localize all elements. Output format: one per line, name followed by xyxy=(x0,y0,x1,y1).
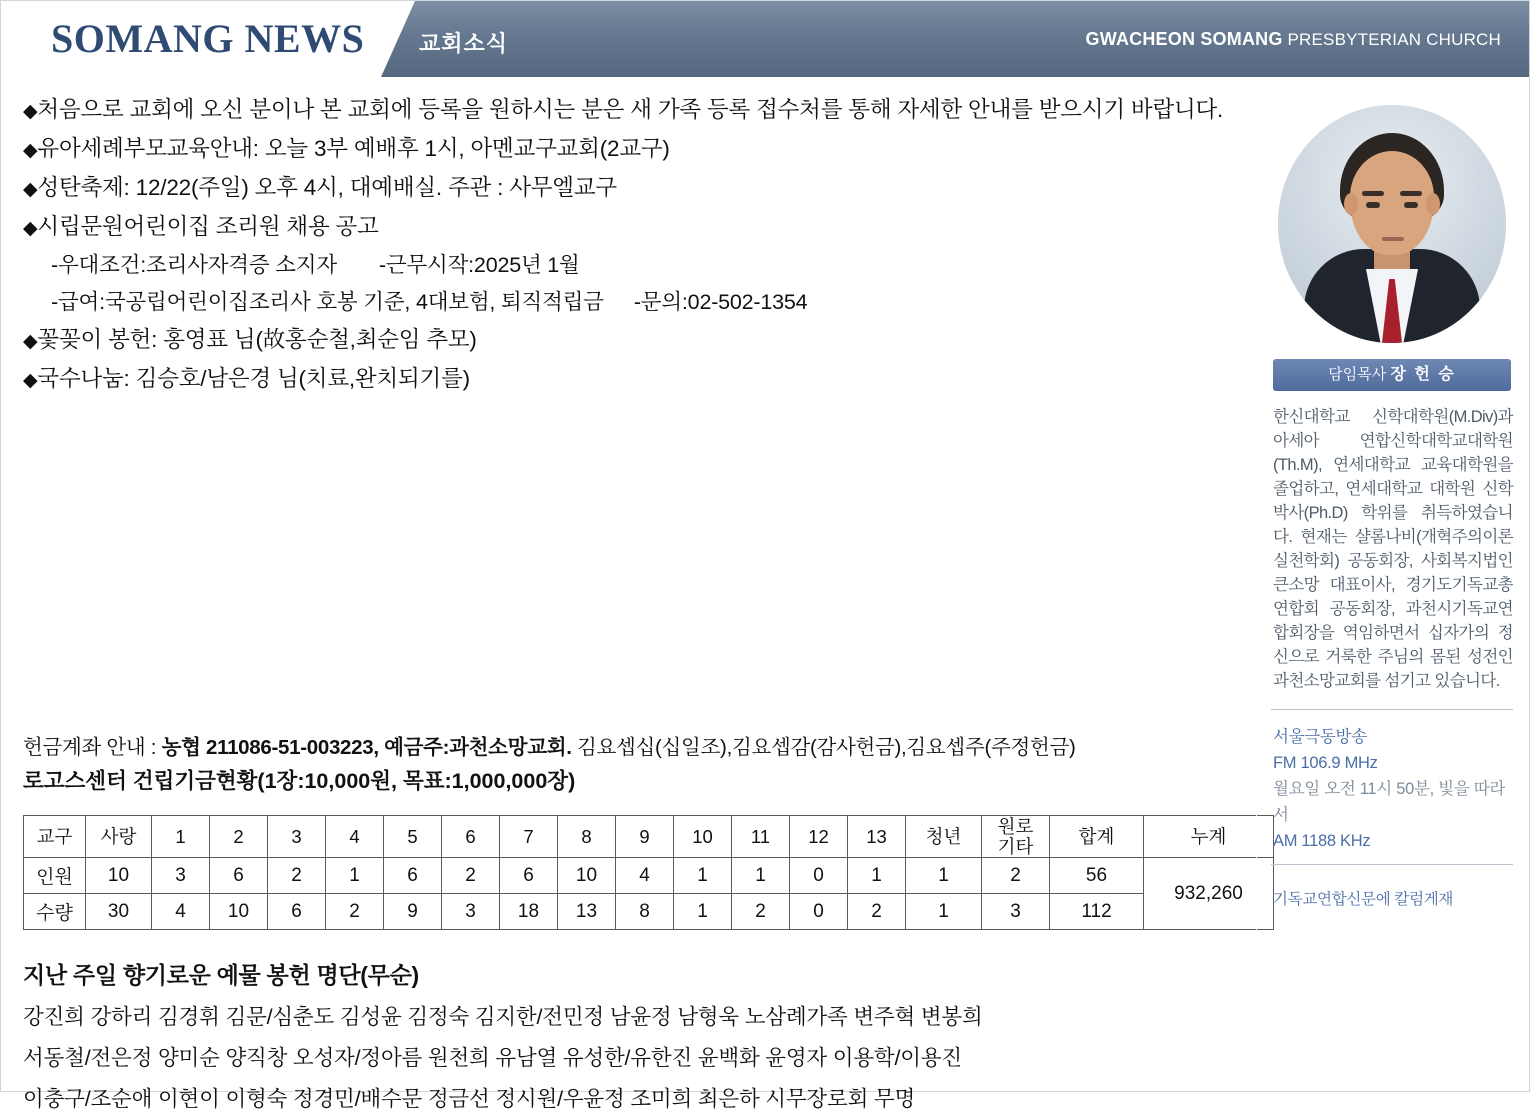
account-info-block xyxy=(23,731,1243,798)
diamond-bullet-icon: ◆ xyxy=(23,179,38,200)
table-cell: 6 xyxy=(268,894,326,930)
portrait-ear-left xyxy=(1344,193,1358,215)
donor-list-line: 강진희 강하리 김경휘 김문/심춘도 김성윤 김정숙 김지한/전민정 남윤정 남형욱 노삼례가족 변주혁 변봉희 xyxy=(23,1005,983,1029)
radio-station-name: 서울극동방송 xyxy=(1273,728,1367,746)
main-column xyxy=(1,77,1256,1111)
table-cell: 3 xyxy=(152,858,210,894)
table-cell: 1 xyxy=(732,858,790,894)
table-header-cell: 교구 xyxy=(24,816,86,858)
radio-broadcast-info xyxy=(1273,724,1513,854)
portrait-eyebrow-right xyxy=(1400,191,1422,196)
radio-am-frequency: AM 1188 KHz xyxy=(1273,832,1371,850)
table-header-cell: 누계 xyxy=(1144,816,1274,858)
table-cell: 1 xyxy=(906,858,982,894)
table-cell: 2 xyxy=(326,894,384,930)
table-header-cell: 12 xyxy=(790,816,848,858)
table-row xyxy=(24,894,1274,930)
table-cell: 13 xyxy=(558,894,616,930)
page-content xyxy=(1,77,1529,1111)
brand-logo-text: SOMANG NEWS xyxy=(51,16,365,61)
table-cell: 2 xyxy=(732,894,790,930)
table-cell: 10 xyxy=(210,894,268,930)
pastor-role-label: 담임목사 xyxy=(1328,366,1387,383)
table-header-cell: 13 xyxy=(848,816,906,858)
portrait-eyebrow-left xyxy=(1362,191,1384,196)
table-cell: 6 xyxy=(384,858,442,894)
portrait-mouth xyxy=(1382,237,1404,241)
offering-table-wrap xyxy=(23,815,1243,930)
table-cell-total: 112 xyxy=(1050,894,1144,930)
table-header-cell: 7 xyxy=(500,816,558,858)
elder-label-line1: 원로 xyxy=(997,815,1034,837)
row-label: 수량 xyxy=(24,894,86,930)
account-rest: 김요셉십(십일조),김요셉감(감사헌금),김요셉주(주정헌금) xyxy=(571,736,1076,759)
header-church-name-strong: GWACHEON SOMANG xyxy=(1085,29,1283,49)
header-church-name xyxy=(1086,29,1501,50)
notice-subtext: 급여:국공립어린이집조리사 호봉 기준, 4대보험, 퇴직적립금 xyxy=(57,290,604,314)
notice-list xyxy=(23,91,1246,399)
notice-text: 유아세례부모교육안내: 오늘 3부 예배후 1시, 아멘교구교회(2교구) xyxy=(37,136,670,161)
diamond-bullet-icon: ◆ xyxy=(23,140,38,161)
radio-fm-frequency: FM 106.9 MHz xyxy=(1273,754,1378,772)
notice-text: 시립문원어린이집 조리원 채용 공고 xyxy=(37,214,379,239)
table-header-cell: 5 xyxy=(384,816,442,858)
table-header-cell: 8 xyxy=(558,816,616,858)
table-cell: 2 xyxy=(268,858,326,894)
table-header-cell: 합계 xyxy=(1050,816,1144,858)
account-line xyxy=(23,731,1243,764)
table-cell: 9 xyxy=(384,894,442,930)
table-cell: 18 xyxy=(500,894,558,930)
diamond-bullet-icon: ◆ xyxy=(23,370,38,391)
sidebar-divider-2 xyxy=(1271,864,1513,865)
row-label: 인원 xyxy=(24,858,86,894)
notice-item xyxy=(23,321,1246,360)
table-header-cell: 사랑 xyxy=(86,816,152,858)
press-column-note: 기독교연합신문에 칼럼게재 xyxy=(1273,891,1454,908)
notice-item xyxy=(23,208,1246,247)
header-section-tab: 교회소식 xyxy=(419,31,509,56)
notice-text: 처음으로 교회에 오신 분이나 본 교회에 등록을 원하시는 분은 새 가족 등록 접수처를 통해 자세한 안내를 받으시기 바랍니다. xyxy=(37,97,1224,122)
table-cell: 3 xyxy=(442,894,500,930)
table-cell: 6 xyxy=(500,858,558,894)
notice-item xyxy=(23,91,1246,130)
table-cell: 1 xyxy=(674,894,732,930)
notice-text: 성탄축제: 12/22(주일) 오후 4시, 대예배실. 주관 : 사무엘교구 xyxy=(37,175,617,200)
notice-text: 국수나눔: 김승호/남은경 님(치료,완치되기를) xyxy=(37,366,470,391)
table-header-cell: 10 xyxy=(674,816,732,858)
table-row xyxy=(24,858,1274,894)
notice-item xyxy=(23,169,1246,208)
donor-list-title: 지난 주일 향기로운 예물 봉헌 명단(무순) xyxy=(23,962,419,988)
table-cell: 1 xyxy=(326,858,384,894)
notice-item xyxy=(23,130,1246,169)
table-cell: 2 xyxy=(982,858,1050,894)
notice-item xyxy=(23,360,1246,399)
donor-list-line: 서동철/전은정 양미순 양직창 오성자/정아름 원천희 유남열 유성한/유한진 윤백화 윤영자 이용학/이용진 xyxy=(23,1046,962,1070)
account-prefix: 헌금계좌 안내 : xyxy=(23,736,162,759)
notice-text: 꽃꽂이 봉헌: 홍영표 님(故홍순철,최순임 추모) xyxy=(37,327,477,352)
table-cell: 10 xyxy=(558,858,616,894)
notice-subtext: 우대조건:조리사자격증 소지자 xyxy=(57,253,337,277)
sidebar-divider xyxy=(1271,709,1513,710)
pastor-name-banner xyxy=(1273,359,1511,391)
radio-schedule: 월요일 오전 11시 50분, 빛을 따라서 xyxy=(1273,780,1506,824)
notice-subtext-secondary: -문의:02-502-1354 xyxy=(633,290,808,314)
notice-subitem xyxy=(23,247,1246,284)
table-cell: 0 xyxy=(790,894,848,930)
pastor-portrait-photo xyxy=(1278,105,1506,343)
table-header-cell: 9 xyxy=(616,816,674,858)
pastor-name-label: 장 헌 승 xyxy=(1390,366,1456,383)
offering-table xyxy=(23,815,1274,930)
account-bank: 농협 211086-51-003223, 예금주:과천소망교회. xyxy=(161,736,572,759)
table-cell: 4 xyxy=(152,894,210,930)
table-cell: 1 xyxy=(906,894,982,930)
table-header-cell-elder xyxy=(982,816,1050,858)
table-cell: 30 xyxy=(86,894,152,930)
notice-subtext-secondary: -근무시작:2025년 1월 xyxy=(378,253,580,277)
dash-bullet-icon: - xyxy=(51,290,58,314)
table-cell: 1 xyxy=(674,858,732,894)
table-header-row xyxy=(24,816,1274,858)
page-header xyxy=(1,1,1529,77)
sidebar-column xyxy=(1256,77,1529,1091)
table-cell: 6 xyxy=(210,858,268,894)
table-cell: 2 xyxy=(442,858,500,894)
portrait-ear-right xyxy=(1426,193,1440,215)
table-cell: 2 xyxy=(848,894,906,930)
table-cell: 3 xyxy=(982,894,1050,930)
donor-list-line: 이충구/조순애 이현이 이형숙 정경민/배수문 정금선 정시원/우윤정 조미희 최은하 시무장로회 무명 xyxy=(23,1087,916,1111)
table-cell-total: 56 xyxy=(1050,858,1144,894)
portrait-eye-left xyxy=(1366,202,1380,208)
table-header-cell: 6 xyxy=(442,816,500,858)
notice-subitem xyxy=(23,284,1246,321)
diamond-bullet-icon: ◆ xyxy=(23,331,38,352)
table-header-cell: 11 xyxy=(732,816,790,858)
pastor-biography: 한신대학교 신학대학원(M.Div)과 아세아 연합신학대학교대학원(Th.M), 연세대학교 교육대학원을 졸업하고, 연세대학교 대학원 신학박사(Ph.D) 학위를 취득하였습니다. 현재는 샬롬나비(개혁주의이론 실천학회) 공동회장, 사회복지법인 큰소망 대표이사, 경기도기독교총연합회 공동회장, 과천시기독교연합회장을 역임하면서 십자가의 정신으로 거룩한 주님의 몸된 성전인 과천소망교회를 섬기고 있습니다. xyxy=(1273,408,1513,690)
table-header-cell: 1 xyxy=(152,816,210,858)
table-cell: 10 xyxy=(86,858,152,894)
donor-list-block xyxy=(23,953,1243,1120)
diamond-bullet-icon: ◆ xyxy=(23,101,38,122)
brand-logo xyxy=(51,15,364,62)
fund-status-title: 로고스센터 건립기금현황(1장:10,000원, 목표:1,000,000장) xyxy=(23,769,576,793)
diamond-bullet-icon: ◆ xyxy=(23,218,38,239)
portrait-eye-right xyxy=(1404,202,1418,208)
table-header-cell: 4 xyxy=(326,816,384,858)
table-cell: 1 xyxy=(848,858,906,894)
table-header-cell: 청년 xyxy=(906,816,982,858)
header-church-name-light: PRESBYTERIAN CHURCH xyxy=(1287,30,1501,49)
table-cell: 0 xyxy=(790,858,848,894)
dash-bullet-icon: - xyxy=(51,253,58,277)
table-header-cell: 2 xyxy=(210,816,268,858)
table-cell: 8 xyxy=(616,894,674,930)
table-cell: 4 xyxy=(616,858,674,894)
elder-label-line2: 기타 xyxy=(997,835,1034,857)
table-cell-cumulative: 932,260 xyxy=(1144,858,1274,930)
table-header-cell: 3 xyxy=(268,816,326,858)
